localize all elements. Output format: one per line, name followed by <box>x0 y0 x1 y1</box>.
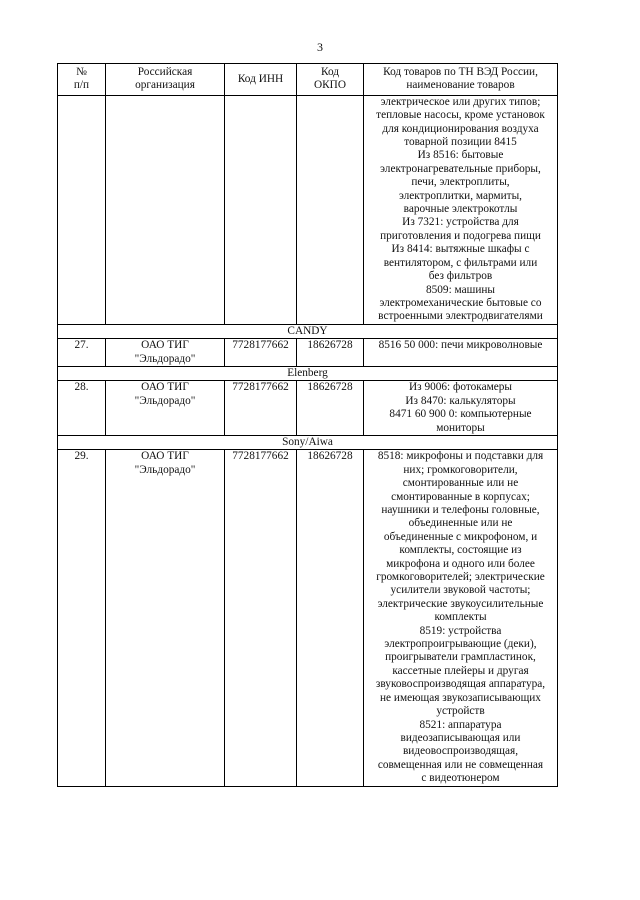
goods-line: Из 9006: фотокамеры <box>409 381 512 394</box>
goods-line: 8519: устройства <box>419 624 502 637</box>
cell-organization <box>106 381 225 436</box>
goods-line: звуковоспроизводящая аппаратура, <box>375 678 546 691</box>
cell-organization <box>106 450 225 786</box>
goods-line: не имеющая звукозаписывающих <box>380 691 541 704</box>
cell-goods <box>364 95 558 324</box>
goods-line: устройств <box>436 705 485 718</box>
cell-num: 27. <box>58 339 106 367</box>
goods-line: мониторы <box>436 421 485 434</box>
table-row <box>58 339 558 367</box>
goods-line: Из 7321: устройства для <box>402 216 519 229</box>
goods-line: вентилятором, с фильтрами или <box>383 256 538 269</box>
goods-line: приготовления и подогрева пищи <box>380 229 541 242</box>
cell-num <box>58 95 106 324</box>
goods-line: товарной позиции 8415 <box>404 136 517 149</box>
organization-line: ОАО ТИГ <box>141 339 189 352</box>
brand-heading: CANDY <box>58 324 558 338</box>
goods-line: электропроигрывающие (деки), <box>384 638 537 651</box>
cell-num: 28. <box>58 381 106 436</box>
goods-line: смонтированные или не <box>402 477 519 490</box>
cell-okpo: 18626728 <box>297 450 364 786</box>
organization-line: ОАО ТИГ <box>141 450 189 463</box>
header-num: № п/п <box>58 64 106 96</box>
header-organization: Российская организация <box>106 64 225 96</box>
cell-okpo: 18626728 <box>297 339 364 367</box>
goods-line: объединенные с микрофоном, и <box>383 530 538 543</box>
cell-inn: 7728177662 <box>225 450 297 786</box>
organization-line: "Эльдорадо" <box>134 394 196 407</box>
cell-okpo <box>297 95 364 324</box>
goods-table <box>57 63 558 787</box>
goods-line: электронагревательные приборы, <box>380 162 541 175</box>
goods-line: 8521: аппаратура <box>419 718 502 731</box>
table-header-row <box>58 64 558 96</box>
cell-goods <box>364 339 558 367</box>
cell-inn: 7728177662 <box>225 381 297 436</box>
goods-line: варочные электрокотлы <box>403 203 518 216</box>
cell-okpo: 18626728 <box>297 381 364 436</box>
goods-line: 8516 50 000: печи микроволновые <box>378 339 543 352</box>
goods-line: объединенные или не <box>408 517 513 530</box>
goods-line: Из 8516: бытовые <box>417 149 504 162</box>
cell-goods <box>364 450 558 786</box>
goods-line: 8509: машины <box>425 283 496 296</box>
page-number: 3 <box>317 40 323 54</box>
table-row <box>58 381 558 436</box>
cell-goods <box>364 381 558 436</box>
goods-line: комплекты, состоящие из <box>399 544 522 557</box>
cell-inn: 7728177662 <box>225 339 297 367</box>
goods-line: проигрыватели грампластинок, <box>385 651 536 664</box>
brand-section-row <box>58 435 558 449</box>
goods-line: печи, электроплиты, <box>411 176 510 189</box>
table-row-continuation <box>58 95 558 324</box>
header-okpo: Код ОКПО <box>297 64 364 96</box>
cell-organization <box>106 95 225 324</box>
brand-section-row <box>58 324 558 338</box>
goods-line: тепловые насосы, кроме установок <box>376 109 545 122</box>
cell-organization <box>106 339 225 367</box>
goods-line: Из 8470: калькуляторы <box>405 394 516 407</box>
goods-line: без фильтров <box>428 270 493 283</box>
goods-line: видеовоспроизводящая, <box>402 745 519 758</box>
cell-num: 29. <box>58 450 106 786</box>
goods-line: электромеханические бытовые со <box>379 296 542 309</box>
goods-line: электроплитки, мармиты, <box>399 189 522 202</box>
goods-line: 8518: микрофоны и подставки для <box>377 450 544 463</box>
organization-line: "Эльдорадо" <box>134 352 196 365</box>
goods-line: комплекты <box>434 611 487 624</box>
brand-heading: Elenberg <box>58 366 558 380</box>
header-inn: Код ИНН <box>225 64 297 96</box>
header-goods: Код товаров по ТН ВЭД России, наименование товаров <box>364 64 558 96</box>
goods-line: усилители звуковой частоты; <box>390 584 531 597</box>
brand-section-row <box>58 366 558 380</box>
goods-line: Из 8414: вытяжные шкафы с <box>391 243 530 256</box>
table-body <box>58 95 558 786</box>
goods-line: встроенными электродвигателями <box>378 310 543 323</box>
organization-line: ОАО ТИГ <box>141 381 189 394</box>
table-row <box>58 450 558 786</box>
goods-line: электрические звукоусилительные <box>377 597 544 610</box>
goods-line: кассетные плейеры и другая <box>392 664 529 677</box>
goods-line: громкоговорителей; электрические <box>376 571 545 584</box>
goods-line: смонтированные в корпусах; <box>391 490 530 503</box>
goods-line: с видеотюнером <box>421 772 500 785</box>
cell-inn <box>225 95 297 324</box>
goods-line: наушники и телефоны головные, <box>381 504 540 516</box>
goods-line: совмещенная или не совмещенная <box>377 758 544 771</box>
brand-heading: Sony/Aiwa <box>58 435 558 449</box>
goods-line: видеозаписывающая или <box>400 731 521 744</box>
goods-line: них; громкоговорители, <box>403 463 518 476</box>
organization-line: "Эльдорадо" <box>134 463 196 476</box>
goods-line: электрическое или других типов; <box>380 95 541 108</box>
goods-line: микрофона и одного или более <box>386 557 535 570</box>
goods-line: для кондиционирования воздуха <box>382 122 539 135</box>
goods-line: 8471 60 900 0: компьютерные <box>389 408 532 421</box>
